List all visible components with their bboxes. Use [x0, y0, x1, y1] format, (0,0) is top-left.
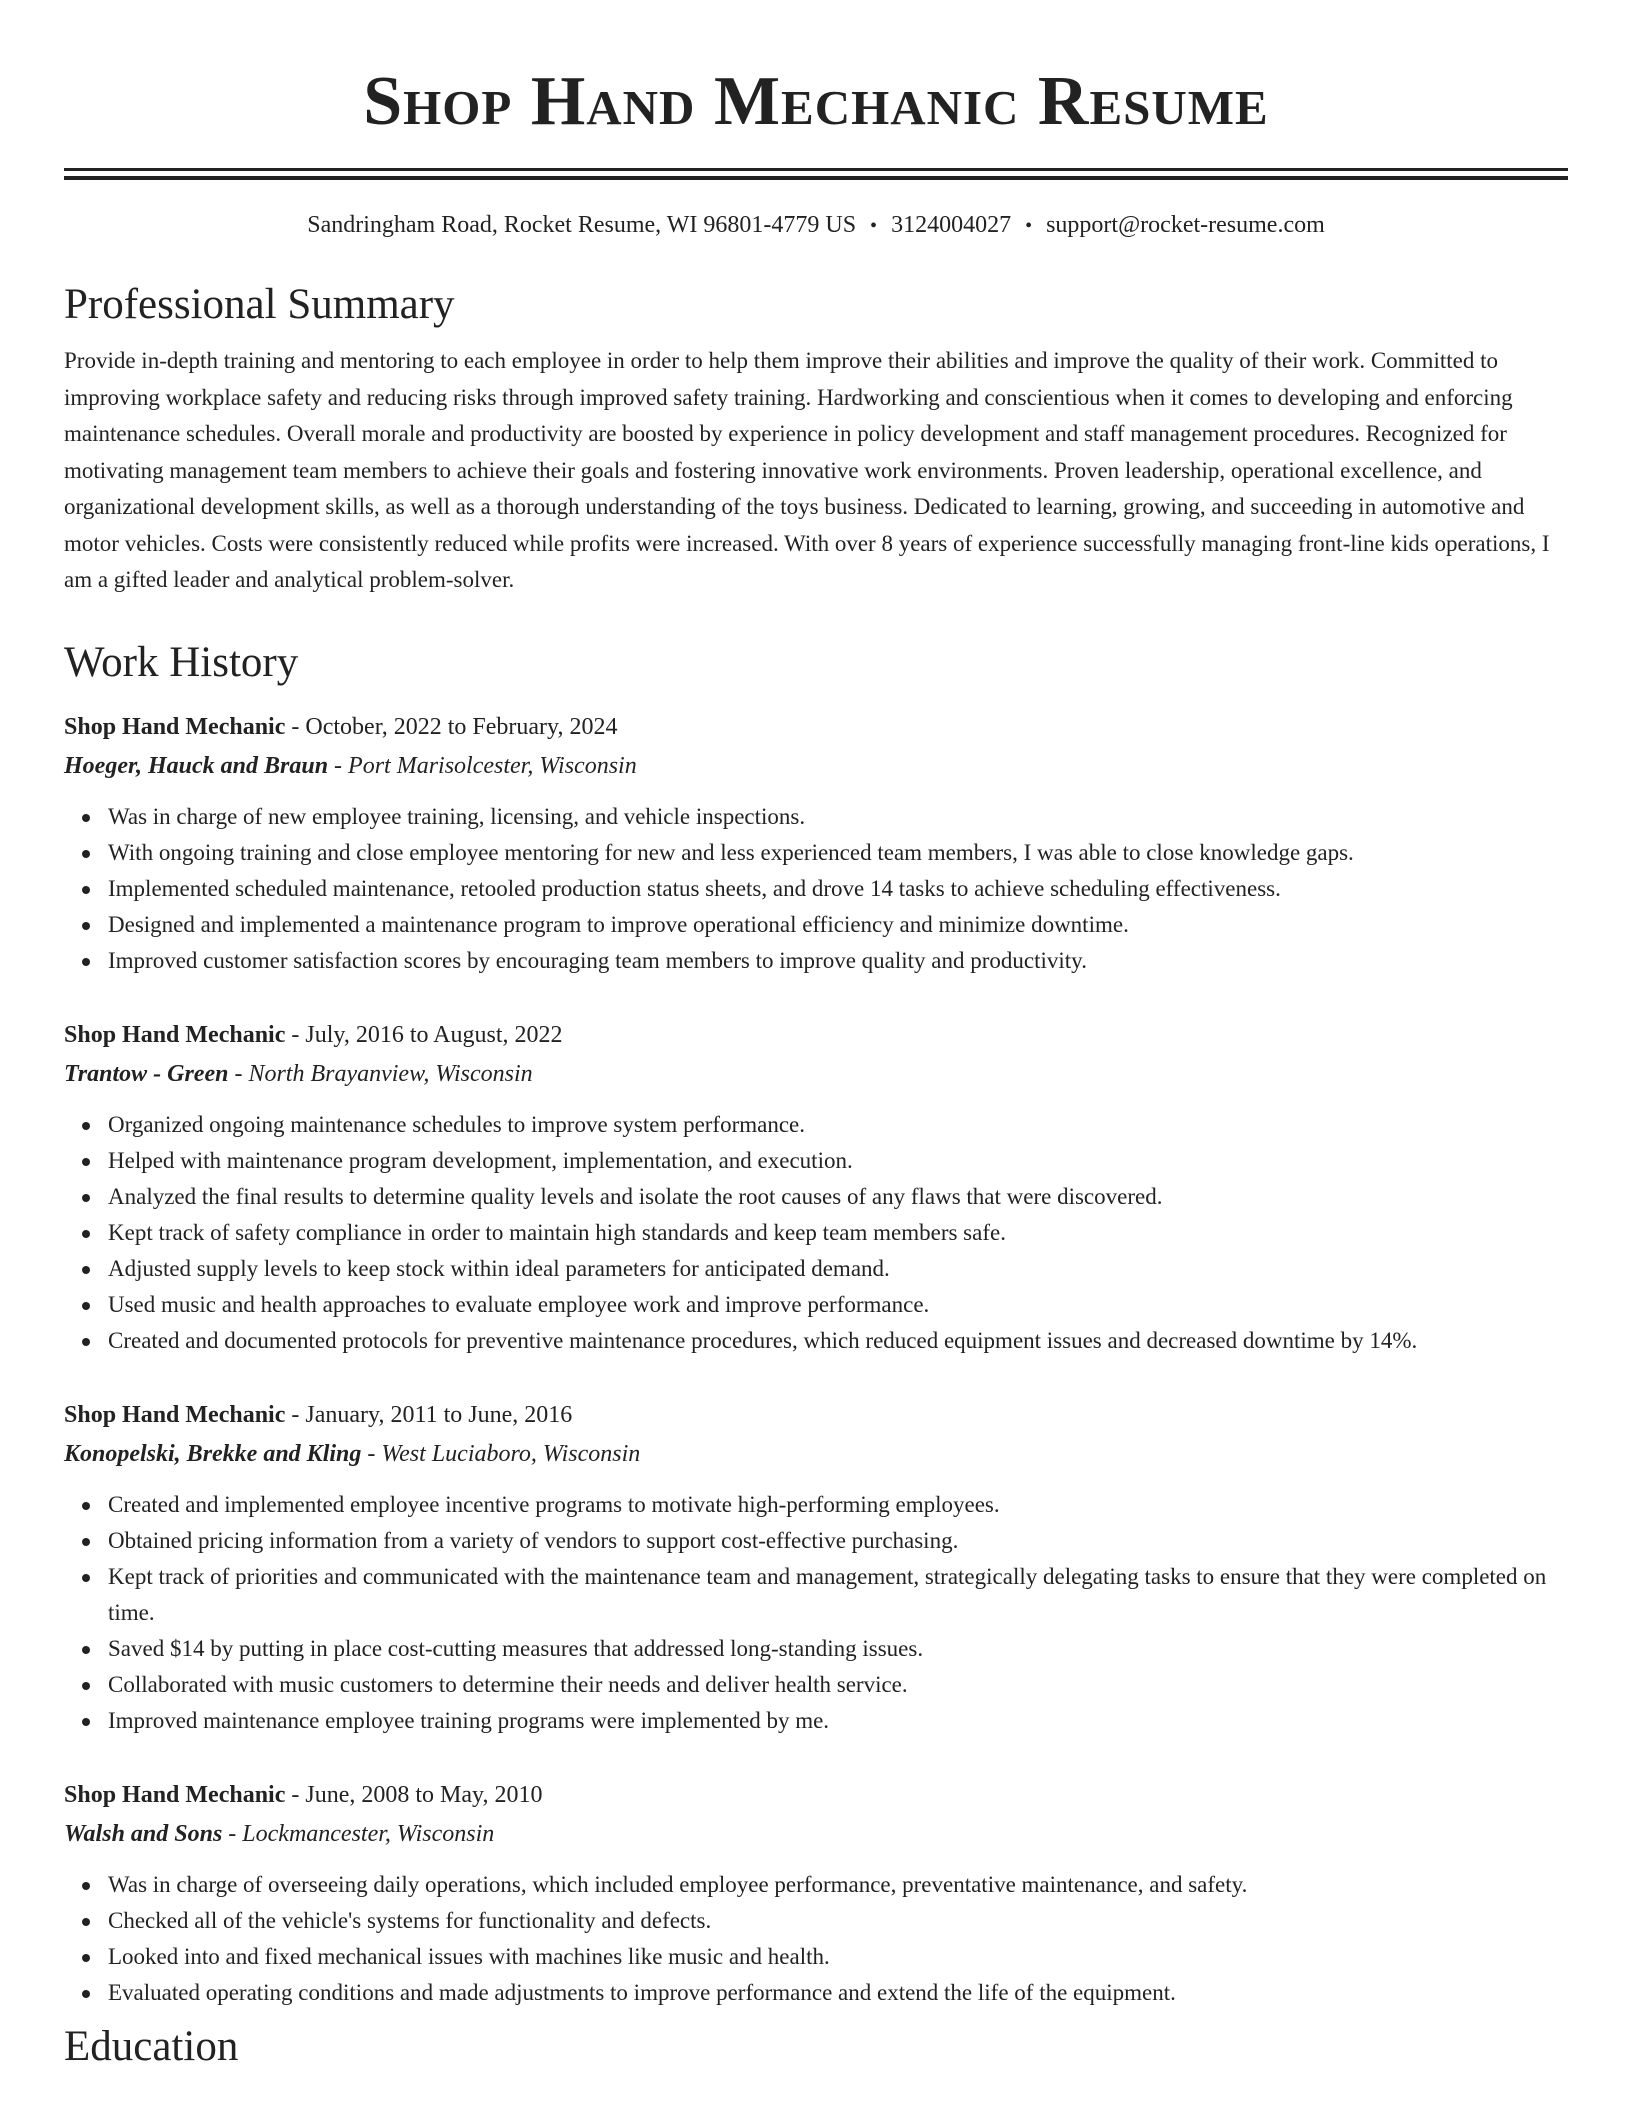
job-role: Shop Hand Mechanic: [64, 1021, 286, 1048]
contact-address: Sandringham Road, Rocket Resume, WI 96801-4779 US: [307, 212, 857, 238]
bullet-text: Kept track of safety compliance in order to maintain high standards and keep team members safe.: [108, 1219, 1006, 1245]
bullet-icon: [82, 814, 90, 822]
bullet-text: Saved $14 by putting in place cost-cutting measures that addressed long-standing issues.: [108, 1635, 924, 1661]
list-item: [108, 1667, 1568, 1703]
list-item: [108, 1939, 1568, 1975]
bullet-icon: [82, 1158, 90, 1166]
job-company-line: [64, 1435, 1568, 1473]
bullet-text: Organized ongoing maintenance schedules to improve system performance.: [108, 1111, 806, 1137]
bullet-icon: [82, 1574, 90, 1582]
bullet-icon: [82, 1502, 90, 1510]
bullet-text: Improved customer satisfaction scores by encouraging team members to improve quality and productivity.: [108, 947, 1087, 973]
list-item: [108, 1251, 1568, 1287]
bullet-icon: [82, 1954, 90, 1962]
bullet-text: Improved maintenance employee training programs were implemented by me.: [108, 1707, 830, 1733]
bullet-icon: [82, 1302, 90, 1310]
job-dates: - July, 2016 to August, 2022: [285, 1021, 563, 1048]
job-role: Shop Hand Mechanic: [64, 1401, 286, 1428]
contact-phone: 3124004027: [891, 212, 1012, 238]
job-dates: - January, 2011 to June, 2016: [285, 1401, 573, 1428]
list-item: [108, 1487, 1568, 1523]
job-company: Trantow - Green: [64, 1060, 229, 1087]
bullet-icon: [82, 1194, 90, 1202]
bullet-icon: [82, 1682, 90, 1690]
bullet-icon: [82, 1882, 90, 1890]
list-item: [108, 1867, 1568, 1903]
list-item: [108, 871, 1568, 907]
title-rule-bottom: [64, 176, 1568, 180]
bullet-icon: [82, 1538, 90, 1546]
job-title-line: [64, 1015, 1568, 1055]
bullet-text: Adjusted supply levels to keep stock within ideal parameters for anticipated demand.: [108, 1255, 890, 1281]
list-item: [108, 1323, 1568, 1359]
bullet-icon: [82, 1718, 90, 1726]
work-history-heading: Work History: [64, 638, 299, 686]
bullet-icon: [82, 958, 90, 966]
list-item: [108, 1559, 1568, 1631]
resume-page: [64, 0, 1568, 2073]
list-item: [108, 799, 1568, 835]
bullet-text: Created and documented protocols for preventive maintenance procedures, which reduced equipment issues and decreased downtime by 14%.: [108, 1327, 1418, 1353]
job-entry: [64, 707, 1568, 979]
bullet-icon: [82, 1338, 90, 1346]
bullet-icon: [82, 1230, 90, 1238]
list-item: [108, 943, 1568, 979]
job-role: Shop Hand Mechanic: [64, 713, 286, 740]
contact-separator: •: [870, 215, 878, 237]
job-bullet-list: [64, 1487, 1568, 1739]
job-dates: - October, 2022 to February, 2024: [285, 713, 618, 740]
bullet-text: Designed and implemented a maintenance program to improve operational efficiency and minimize downtime.: [108, 911, 1129, 937]
job-company-line: [64, 747, 1568, 785]
job-location: - Port Marisolcester, Wisconsin: [328, 752, 637, 779]
list-item: [108, 907, 1568, 943]
bullet-text: Looked into and fixed mechanical issues with machines like music and health.: [108, 1943, 830, 1969]
bullet-text: Was in charge of overseeing daily operations, which included employee performance, preventative maintenance, and safety.: [108, 1871, 1248, 1897]
job-role: Shop Hand Mechanic: [64, 1781, 286, 1808]
list-item: [108, 1107, 1568, 1143]
list-item: [108, 1179, 1568, 1215]
bullet-icon: [82, 850, 90, 858]
bullet-text: Helped with maintenance program development, implementation, and execution.: [108, 1147, 853, 1173]
bullet-text: Created and implemented employee incentive programs to motivate high-performing employees.: [108, 1491, 1000, 1517]
bullet-text: Kept track of priorities and communicated with the maintenance team and management, strategically delegating tasks to ensure that they were completed on time.: [108, 1563, 1547, 1625]
job-entry: [64, 1395, 1568, 1739]
job-title-line: [64, 1395, 1568, 1435]
job-entry: [64, 1015, 1568, 1359]
list-item: [108, 1903, 1568, 1939]
job-company: Walsh and Sons: [64, 1820, 223, 1847]
bullet-text: Was in charge of new employee training, licensing, and vehicle inspections.: [108, 803, 806, 829]
bullet-text: Used music and health approaches to evaluate employee work and improve performance.: [108, 1291, 930, 1317]
summary-heading: Professional Summary: [64, 281, 455, 328]
job-title-line: [64, 707, 1568, 747]
bullet-icon: [82, 886, 90, 894]
job-bullet-list: [64, 1107, 1568, 1359]
bullet-icon: [82, 1646, 90, 1654]
contact-line: [64, 210, 1568, 241]
bullet-text: Checked all of the vehicle's systems for functionality and defects.: [108, 1907, 712, 1933]
bullet-text: Evaluated operating conditions and made adjustments to improve performance and extend the life of the equipment.: [108, 1979, 1176, 2005]
bullet-text: Implemented scheduled maintenance, retooled production status sheets, and drove 14 tasks to achieve scheduling effectiveness.: [108, 875, 1281, 901]
list-item: [108, 1523, 1568, 1559]
bullet-icon: [82, 922, 90, 930]
title-rule-top: [64, 168, 1568, 171]
bullet-icon: [82, 1918, 90, 1926]
job-bullet-list: [64, 799, 1568, 979]
work-history-list: [64, 707, 1568, 2011]
contact-separator: •: [1025, 215, 1033, 237]
job-location: - North Brayanview, Wisconsin: [228, 1060, 533, 1087]
list-item: [108, 1703, 1568, 1739]
job-company-line: [64, 1815, 1568, 1853]
list-item: [108, 1287, 1568, 1323]
job-dates: - June, 2008 to May, 2010: [285, 1781, 543, 1808]
job-location: - Lockmancester, Wisconsin: [222, 1820, 495, 1847]
list-item: [108, 1975, 1568, 2011]
list-item: [108, 1631, 1568, 1667]
education-heading: Education: [64, 2022, 239, 2070]
list-item: [108, 1143, 1568, 1179]
bullet-icon: [82, 1122, 90, 1130]
bullet-text: Collaborated with music customers to determine their needs and deliver health service.: [108, 1671, 908, 1697]
job-title-line: [64, 1775, 1568, 1815]
bullet-text: Analyzed the final results to determine quality levels and isolate the root causes of any flaws that were discovered.: [108, 1183, 1163, 1209]
list-item: [108, 835, 1568, 871]
job-company: Konopelski, Brekke and Kling: [64, 1440, 362, 1467]
bullet-text: With ongoing training and close employee mentoring for new and less experienced team members, I was able to close knowledge gaps.: [108, 839, 1354, 865]
contact-email: support@rocket-resume.com: [1046, 212, 1325, 238]
list-item: [108, 1215, 1568, 1251]
bullet-icon: [82, 1990, 90, 1998]
bullet-text: Obtained pricing information from a variety of vendors to support cost-effective purchasing.: [108, 1527, 959, 1553]
job-company: Hoeger, Hauck and Braun: [64, 752, 329, 779]
job-location: - West Luciaboro, Wisconsin: [361, 1440, 641, 1467]
job-company-line: [64, 1055, 1568, 1093]
job-bullet-list: [64, 1867, 1568, 2011]
summary-text: Provide in-depth training and mentoring to each employee in order to help them improve their abilities and improve the quality of their work. Committed to improving workplace safety and reducing risks through improved safety training. Hardworking and conscientious when it comes to developing and enforcing maintenance schedules. Overall morale and productivity are boosted by experience in policy development and staff management procedures. Recognized for motivating management team members to achieve their goals and fostering innovative work environments. Proven leadership, operational excellence, and organizational development skills, as well as a thorough understanding of the toys business. Dedicated to learning, growing, and succeeding in automotive and motor vehicles. Costs were consistently reduced while profits were increased. With over 8 years of experience successfully managing front-line kids operations, I am a gifted leader and analytical problem-solver.: [64, 348, 1550, 592]
resume-title: Shop Hand Mechanic Resume: [363, 63, 1269, 140]
job-entry: [64, 1775, 1568, 2011]
bullet-icon: [82, 1266, 90, 1274]
